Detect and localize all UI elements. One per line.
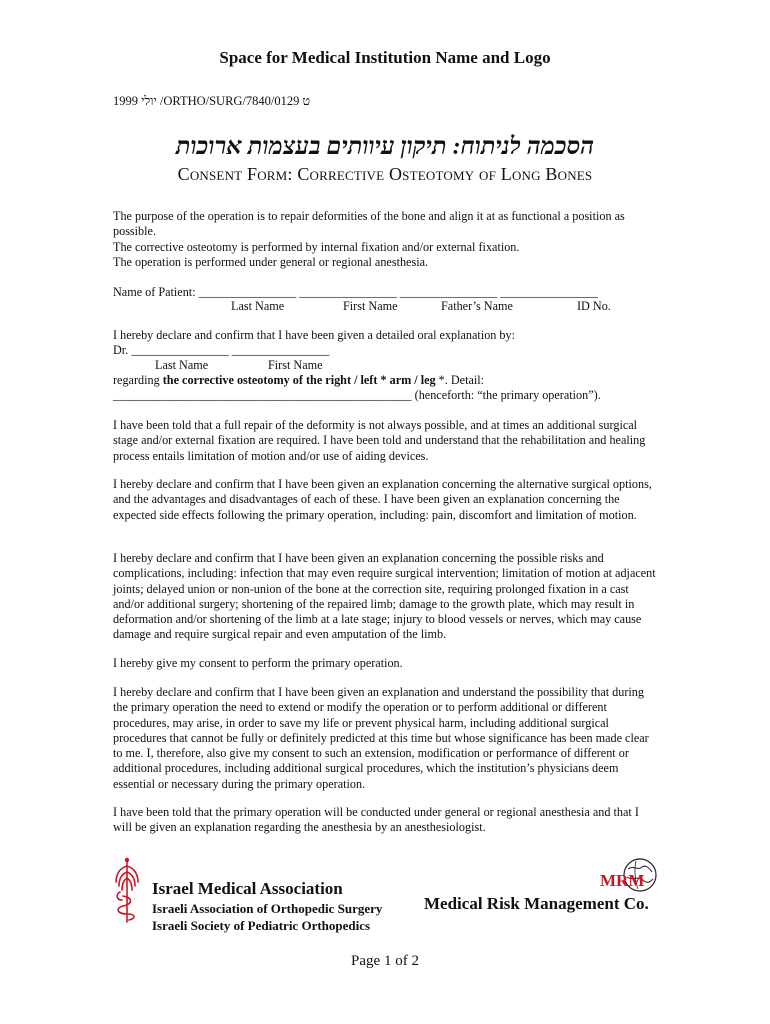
patient-col-id: ID No.	[577, 299, 611, 313]
patient-col-first: First Name	[343, 299, 398, 313]
paragraph-extension: I hereby declare and confirm that I have been given an explanation and understand the possibility that during the primary operation the need to extend or modify the operation or to perform additional or different procedures, may arise, in order to save my life or prevent physical harm, including additional surgical procedures that cannot be fully or definitely predicted at this time but whose significance has been made clear to me. I, therefore, also give my consent to such an extension, modification or performance of different or additional procedures, including additional surgical procedures, which the institution’s physicians deem essential or necessary during the primary operation.	[113, 685, 649, 791]
doctor-col-last: Last Name	[155, 358, 209, 372]
hebrew-title: הסכמה לניתוח: תיקון עיוותים בעצמות ארוכות	[175, 134, 595, 160]
mrm-logo	[600, 857, 660, 893]
ima-sub-orthopedic: Israeli Association of Orthopedic Surgery	[152, 901, 383, 916]
paragraph-anesthesia: I have been told that the primary operation will be conducted under general or regional anesthesia and that I will be given an explanation regarding the anesthesia by an anesthesiologist.	[113, 805, 639, 835]
mrm-logo-text: MRM	[600, 871, 645, 890]
paragraph-alternatives: I hereby declare and confirm that I have been given an explanation concerning the alternative surgical options, and the advantages and disadvantages of each of these. I have been given an explanation concerning the expected side effects following the primary operation, including: pain, discomfort and limitation of motion.	[113, 477, 652, 522]
intro-section	[113, 209, 658, 270]
ima-sub-pediatric: Israeli Society of Pediatric Orthopedics	[152, 918, 371, 933]
ima-name: Israel Medical Association	[152, 879, 343, 898]
regarding-line	[113, 373, 484, 388]
intro-line-1: The purpose of the operation is to repair deformities of the bone and align it at as functional a position as possible.	[113, 209, 625, 239]
regarding-prefix: regarding	[113, 373, 163, 387]
declare-line: I hereby declare and confirm that I have been given a detailed oral explanation by:	[113, 328, 516, 342]
patient-name-label: Name of Patient:	[113, 285, 196, 299]
doctor-col-first: First Name	[268, 358, 323, 372]
ima-logo-icon	[110, 856, 144, 926]
form-title: Consent Form: Corrective Osteotomy of Long Bones	[177, 164, 593, 184]
patient-name-blanks[interactable]: ________________ ________________ ________________ ________________	[198, 285, 598, 299]
paragraph-consent: I hereby give my consent to perform the primary operation.	[113, 656, 403, 670]
doctor-name-blanks[interactable]: Dr. ________________ ________________	[113, 343, 330, 357]
institution-space-heading: Space for Medical Institution Name and Logo	[219, 48, 551, 67]
patient-name-row	[113, 285, 673, 300]
regarding-suffix: *. Detail:	[435, 373, 485, 387]
patient-col-last: Last Name	[231, 299, 285, 313]
reference-code: 1999 יולי /ORTHO/SURG/7840/0129 ט	[113, 94, 311, 108]
paragraph-repair: I have been told that a full repair of the deformity is not always possible, and at times an additional surgical stage and/or external fixation are required. I have been told and understand that the rehabilitation and healing process entails limitation of motion and/or use of aiding devices.	[113, 418, 646, 463]
paragraph-risks: I hereby declare and confirm that I have been given an explanation concerning the possible risks and complications, including: infection that may even require surgical intervention; limitation of motion at adjacent joints; delayed union or non-union of the bone at the correction site, requiring prolonged fixation in a cast and/or additional surgery; shortening of the repaired limb; damage to the growth plate, which may result in deformation and/or shortening of the limb at a late stage; injury to blood vessels or nerves, which may cause damage and require surgical repair and even amputation of the limb.	[113, 551, 656, 642]
intro-line-2: The corrective osteotomy is performed by internal fixation and/or external fixation.	[113, 239, 520, 254]
regarding-procedure: the corrective osteotomy of the right / left * arm / leg	[162, 373, 436, 387]
detail-blank-line[interactable]: _________________________________________________ (henceforth: “the primary operation”).	[113, 388, 601, 402]
mrm-company-name: Medical Risk Management Co.	[424, 894, 649, 913]
intro-line-3: The operation is performed under general or regional anesthesia.	[113, 254, 429, 269]
patient-col-father: Father’s Name	[441, 299, 513, 313]
page-number: Page 1 of 2	[351, 953, 419, 969]
